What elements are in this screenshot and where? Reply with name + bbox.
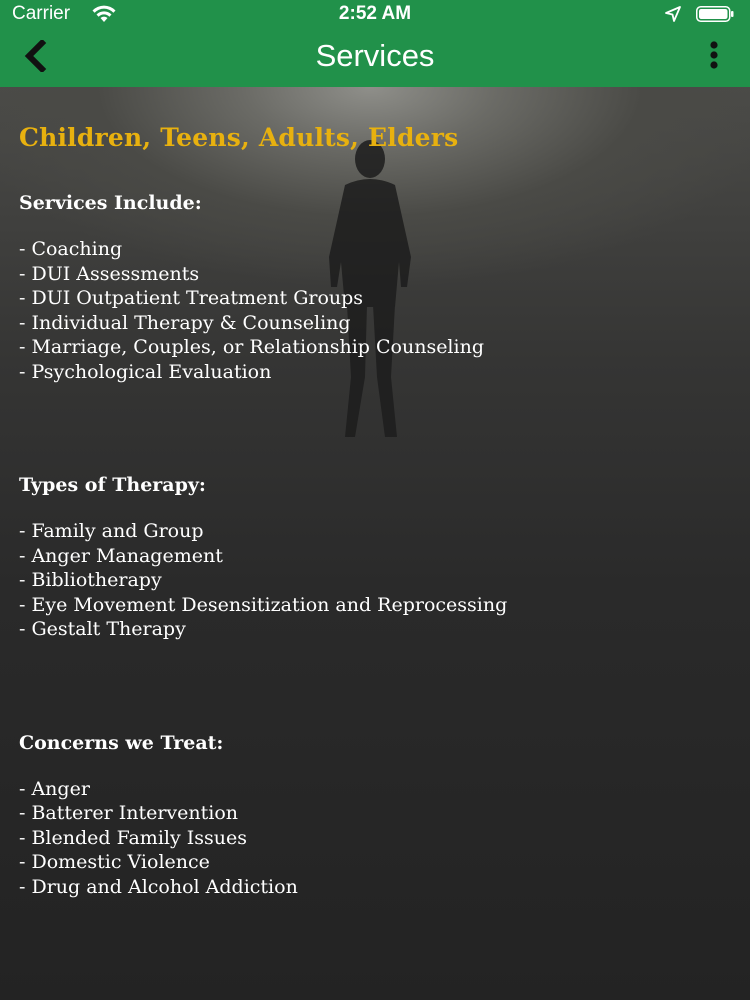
section-title-concerns: Concerns we Treat: bbox=[19, 731, 224, 754]
list-item: - Anger bbox=[19, 777, 90, 800]
list-item: - Psychological Evaluation bbox=[19, 360, 272, 383]
list-item: - Drug and Alcohol Addiction bbox=[19, 875, 298, 898]
list-item: - DUI Outpatient Treatment Groups bbox=[19, 287, 364, 309]
services-text bbox=[19, 123, 739, 899]
list-item: - Blended Family Issues bbox=[19, 826, 247, 849]
services-list bbox=[19, 237, 739, 384]
list-item: - Domestic Violence bbox=[19, 851, 210, 873]
status-bar bbox=[0, 0, 750, 28]
section-title-services: Services Include: bbox=[19, 192, 202, 214]
navigation-bar bbox=[0, 28, 750, 87]
concerns-list bbox=[19, 777, 739, 900]
list-item: - Batterer Intervention bbox=[19, 802, 239, 824]
list-item: - Gestalt Therapy bbox=[19, 618, 186, 640]
status-time: 2:52 AM bbox=[338, 3, 412, 24]
list-item: - Eye Movement Desensitization and Reprocessing bbox=[19, 593, 508, 616]
content-area[interactable] bbox=[0, 87, 750, 1000]
section-title-therapy: Types of Therapy: bbox=[19, 474, 206, 496]
page-title: Services bbox=[315, 38, 435, 73]
carrier-label: Carrier bbox=[12, 3, 71, 24]
location-arrow-icon bbox=[664, 5, 682, 23]
battery-icon bbox=[696, 6, 734, 22]
list-item: - Marriage, Couples, or Relationship Counseling bbox=[19, 336, 484, 358]
headline: Children, Teens, Adults, Elders bbox=[19, 123, 459, 152]
therapy-list bbox=[19, 519, 739, 642]
list-item: - Individual Therapy & Counseling bbox=[19, 311, 351, 334]
list-item: - Coaching bbox=[19, 238, 123, 260]
more-vertical-icon[interactable] bbox=[703, 41, 725, 71]
list-item: - Bibliotherapy bbox=[19, 569, 162, 591]
list-item: - Anger Management bbox=[19, 544, 223, 567]
list-item: - DUI Assessments bbox=[19, 262, 200, 285]
list-item: - Family and Group bbox=[19, 520, 204, 542]
